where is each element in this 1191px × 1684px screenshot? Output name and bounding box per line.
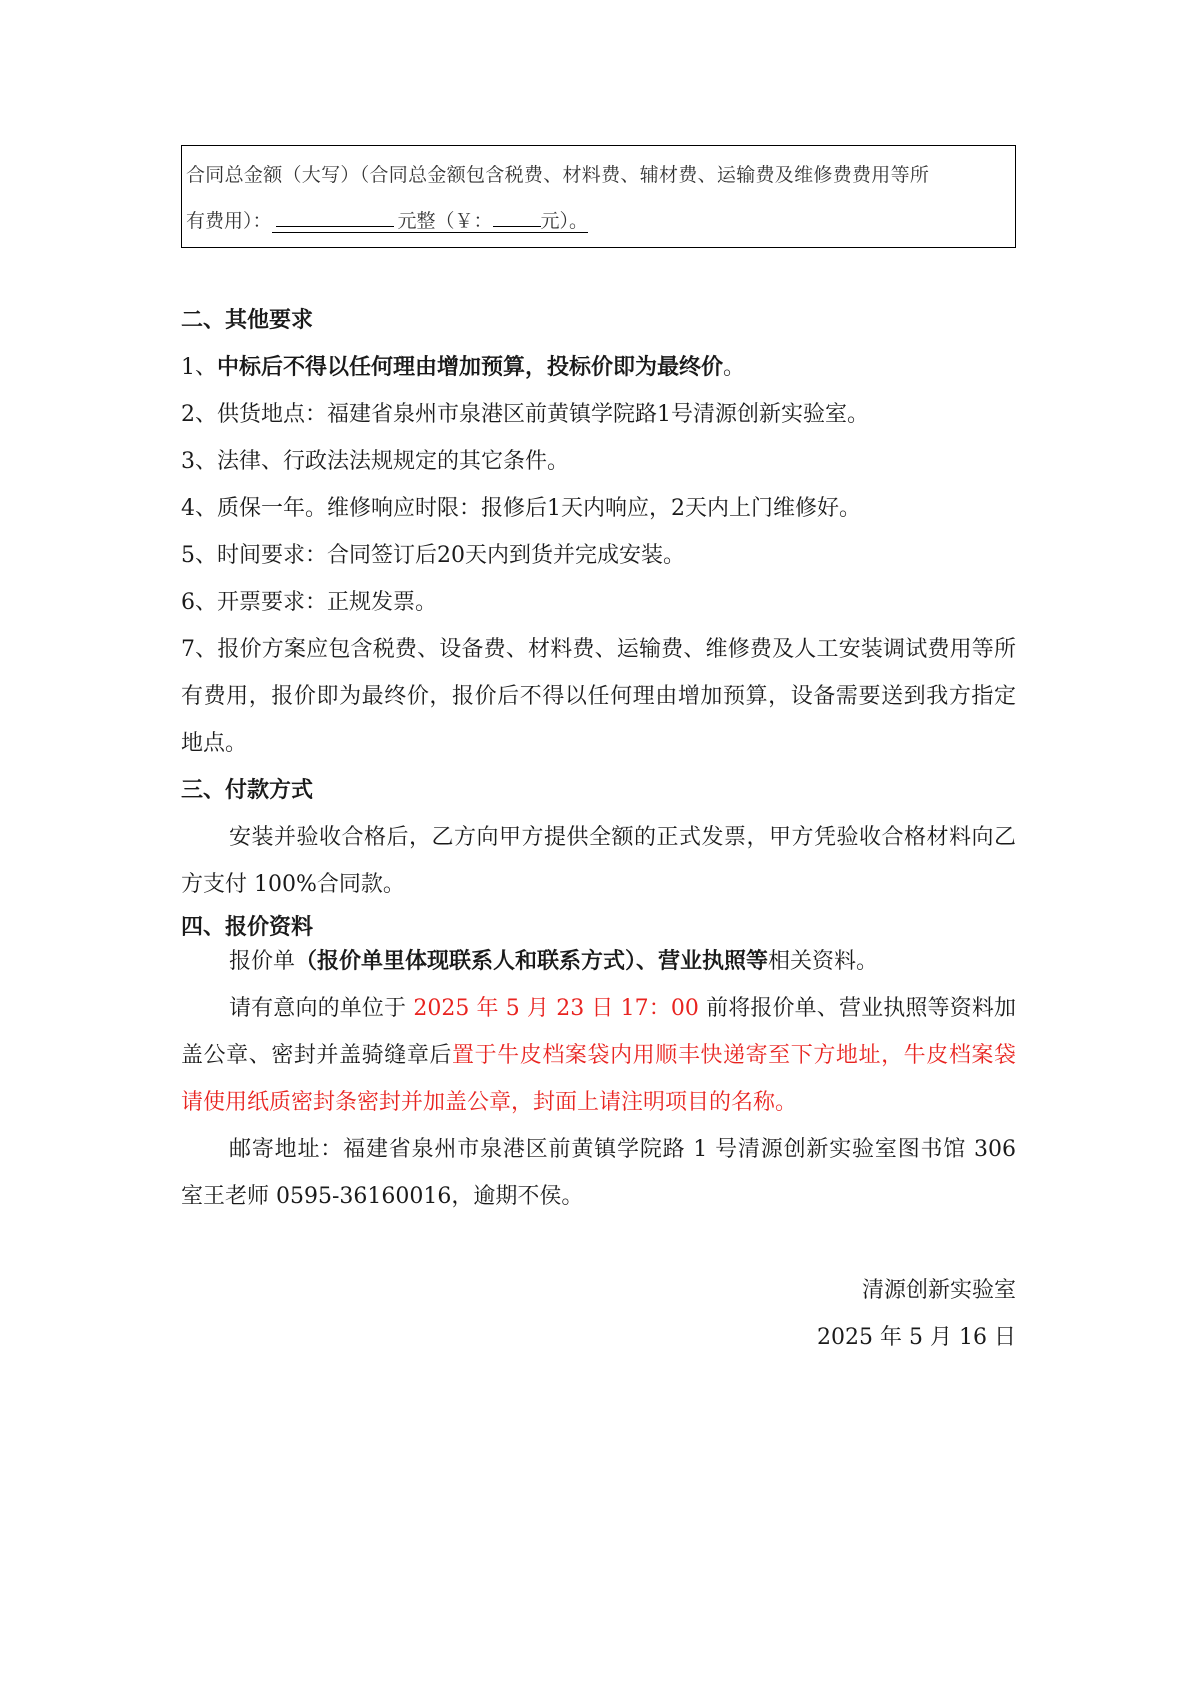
requirement-item-6: 6、开票要求：正规发票。	[181, 590, 437, 615]
contract-amount-box	[181, 145, 1016, 248]
quote-p1-b: 相关资料。	[768, 949, 879, 974]
signature-organization: 清源创新实验室	[861, 1278, 1016, 1303]
requirement-item-7: 7、报价方案应包含税费、设备费、材料费、运输费、维修费及人工安装调试费用等所有费用，报价即为最终价，报价后不得以任何理由增加预算，设备需要送到我方指定地点。	[181, 637, 1016, 756]
envelope-instructions: 置于牛皮档案袋内用顺丰快递寄至下方地址，牛皮档案袋请使用纸质密封条密封并加盖公章，封面上请注明项目的名称。	[181, 1043, 1016, 1115]
mailing-address-paragraph: 邮寄地址：福建省泉州市泉港区前黄镇学院路 1 号清源创新实验室图书馆 306 室王老师 0595-36160016，逾期不侯。	[181, 1137, 1016, 1209]
quote-materials-paragraph	[181, 938, 1016, 985]
section2-heading: 二、其他要求	[181, 308, 314, 333]
section4-heading: 四、报价资料	[181, 915, 314, 940]
requirement-item-2: 2、供货地点：福建省泉州市泉港区前黄镇学院路1号清源创新实验室。	[181, 402, 869, 427]
section3-heading: 三、付款方式	[181, 778, 314, 803]
contract-amount-prefix: 有费用）：	[186, 210, 272, 232]
amount-number-blank	[493, 226, 541, 227]
payment-terms-text: 安装并验收合格后，乙方向甲方提供全额的正式发票，甲方凭验收合格材料向乙方支付 100%合同款。	[181, 825, 1016, 897]
amount-blank-area	[272, 210, 589, 233]
amount-words-blank	[276, 226, 394, 227]
requirement-item-5: 5、时间要求：合同签订后20天内到货并完成安装。	[181, 543, 685, 568]
yuan-tail: 元）。	[540, 210, 589, 232]
item1-number: 1、	[181, 355, 217, 380]
contract-amount-line2	[186, 206, 588, 233]
yuan-label: 元整（￥：	[397, 210, 493, 232]
item1-end: 。	[723, 355, 746, 380]
requirement-item-4: 4、质保一年。维修响应时限：报修后1天内响应，2天内上门维修好。	[181, 496, 861, 521]
item1-bold-text: 中标后不得以任何理由增加预算，投标价即为最终价	[217, 355, 724, 380]
deadline-intro: 请有意向的单位于	[229, 996, 414, 1021]
deadline-datetime: 2025 年 5 月 23 日 17：00	[413, 996, 699, 1021]
quote-p1-a: 报价单	[229, 949, 296, 974]
requirement-item-1	[181, 353, 745, 383]
quote-p1-bold: （报价单里体现联系人和联系方式）、营业执照等	[295, 949, 769, 974]
submission-deadline-paragraph	[181, 985, 1016, 1126]
deadline-middle: 前将报价单、营业执照等资料加盖公章、密封并盖骑缝章后	[181, 996, 1017, 1068]
signature-date: 2025 年 5 月 16 日	[817, 1325, 1016, 1350]
requirement-item-3: 3、法律、行政法法规规定的其它条件。	[181, 449, 569, 474]
contract-amount-line1: 合同总金额（大写）（合同总金额包含税费、材料费、辅材费、运输费及维修费费用等所	[186, 164, 930, 186]
